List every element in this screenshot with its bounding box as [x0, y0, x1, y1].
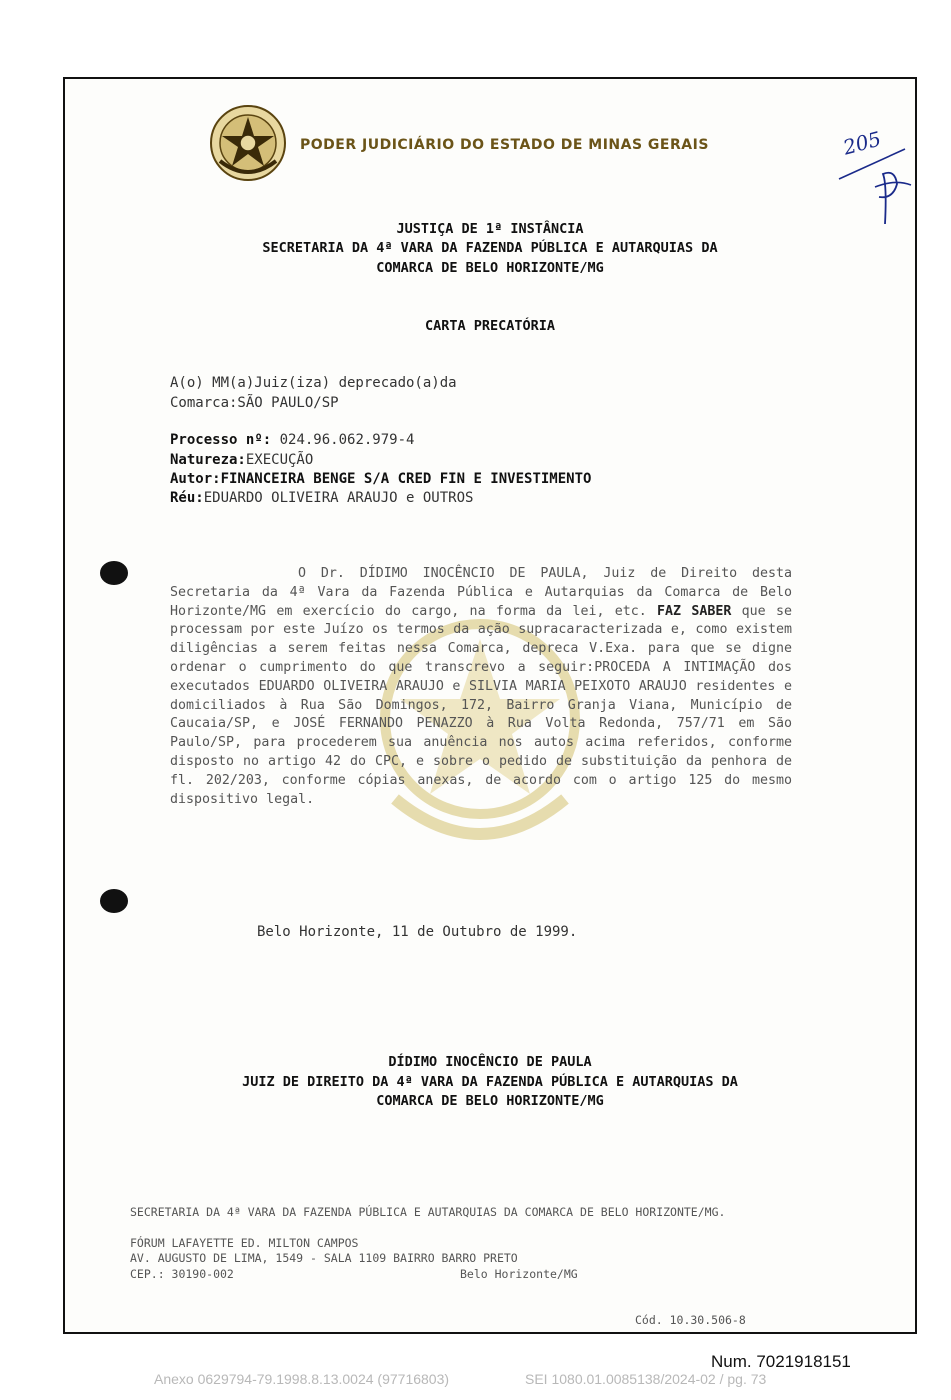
- handwritten-rubric-icon: [835, 129, 915, 229]
- footer-forum: FÓRUM LAFAYETTE ED. MILTON CAMPOS: [130, 1236, 359, 1250]
- process-defendant-label: Réu:: [170, 490, 204, 506]
- process-nature-value: EXECUÇÃO: [245, 452, 314, 468]
- coat-of-arms-icon: [208, 103, 288, 183]
- handwritten-page-number: 205: [840, 126, 884, 160]
- document-type: CARTA PRECATÓRIA: [424, 318, 556, 334]
- punch-hole: [100, 561, 128, 585]
- footer-address: AV. AUGUSTO DE LIMA, 1549 - SALA 1109 BAIRRO BARRO PRETO: [130, 1251, 518, 1265]
- process-author: [170, 471, 591, 487]
- header-secretariat: SECRETARIA DA 4ª VARA DA FAZENDA PÚBLICA E AUTARQUIAS DA: [262, 240, 718, 256]
- document-page: [63, 77, 917, 1334]
- signature-name: DÍDIMO INOCÊNCIO DE PAULA: [388, 1054, 592, 1070]
- footer-cep: CEP.: 30190-002: [130, 1267, 234, 1281]
- footer-city: Belo Horizonte/MG: [460, 1267, 578, 1281]
- form-code: Cód. 10.30.506-8: [635, 1313, 746, 1327]
- process-number-label: Processo nº:: [170, 432, 272, 448]
- court-name: PODER JUDICIÁRIO DO ESTADO DE MINAS GERAIS: [300, 137, 709, 153]
- process-author-value: FINANCEIRA BENGE S/A CRED FIN E INVESTIMENTO: [220, 471, 592, 487]
- signature-title: JUIZ DE DIREITO DA 4ª VARA DA FAZENDA PÚBLICA E AUTARQUIAS DA: [242, 1074, 738, 1090]
- faz-saber: FAZ SABER: [657, 603, 732, 619]
- body-text-part2: que se processam por este Juízo os termos da ação supracaracterizada e, como existem diligências a serem feitas nessa Comarca, depreca V.Exa. para que se digne ordenar o cumprimento do que transcrevo a seguir:PROCEDA A INTIMAÇÃO dos executados EDUARDO OLIVEIRA ARAUJO e SILVIA MARIA PEIXOTO ARAUJO residentes e domiciliados à Rua São Domingos, 172, Bairro Granja Viana, Município de Caucaia/SP, e JOSÉ FERNANDO PENAZZO à Rua Volta Redonda, 757/71 em São Paulo/SP, para procederem sua anuência nos autos acima referidos, conforme disposto no artigo 42 do CPC, e sobre o pedido de substituição da penhora de fl. 202/203, conforme cópias anexas, de acordo com o artigo 125 do mesmo dispositivo legal.: [170, 603, 792, 807]
- addressee-judge: A(o) MM(a)Juiz(iza) deprecado(a)da: [170, 375, 457, 391]
- date-line: Belo Horizonte, 11 de Outubro de 1999.: [257, 924, 578, 940]
- process-defendant: [170, 490, 473, 506]
- addressee-comarca: Comarca:SÃO PAULO/SP: [170, 395, 339, 411]
- process-number: [170, 432, 414, 448]
- body-text-part1: O Dr. DÍDIMO INOCÊNCIO DE PAULA, Juiz de Direito desta Secretaria da 4ª Vara da Fazenda Pública e Autarquias da Comarca de Belo Horizonte/MG em exercício do cargo, na forma da lei, etc.: [170, 566, 792, 619]
- process-number-value: 024.96.062.979-4: [279, 432, 415, 448]
- process-nature-label: Natureza:: [170, 452, 246, 468]
- process-nature: [170, 452, 313, 468]
- annex-id: Anexo 0629794-79.1998.8.13.0024 (97716803): [154, 1371, 450, 1387]
- punch-hole: [100, 889, 128, 913]
- footer-secretariat: SECRETARIA DA 4ª VARA DA FAZENDA PÚBLICA E AUTARQUIAS DA COMARCA DE BELO HORIZONTE/MG.: [130, 1205, 726, 1219]
- header-comarca: COMARCA DE BELO HORIZONTE/MG: [376, 260, 604, 276]
- document-num: Num. 7021918151: [711, 1352, 851, 1371]
- sei-reference: SEI 1080.01.0085138/2024-02 / pg. 73: [525, 1371, 767, 1387]
- signature-comarca: COMARCA DE BELO HORIZONTE/MG: [376, 1093, 604, 1109]
- header-instance: JUSTIÇA DE 1ª INSTÂNCIA: [396, 221, 584, 237]
- process-author-label: Autor:: [170, 471, 221, 487]
- process-defendant-value: EDUARDO OLIVEIRA ARAUJO e OUTROS: [203, 490, 474, 506]
- body-paragraph: [170, 565, 792, 809]
